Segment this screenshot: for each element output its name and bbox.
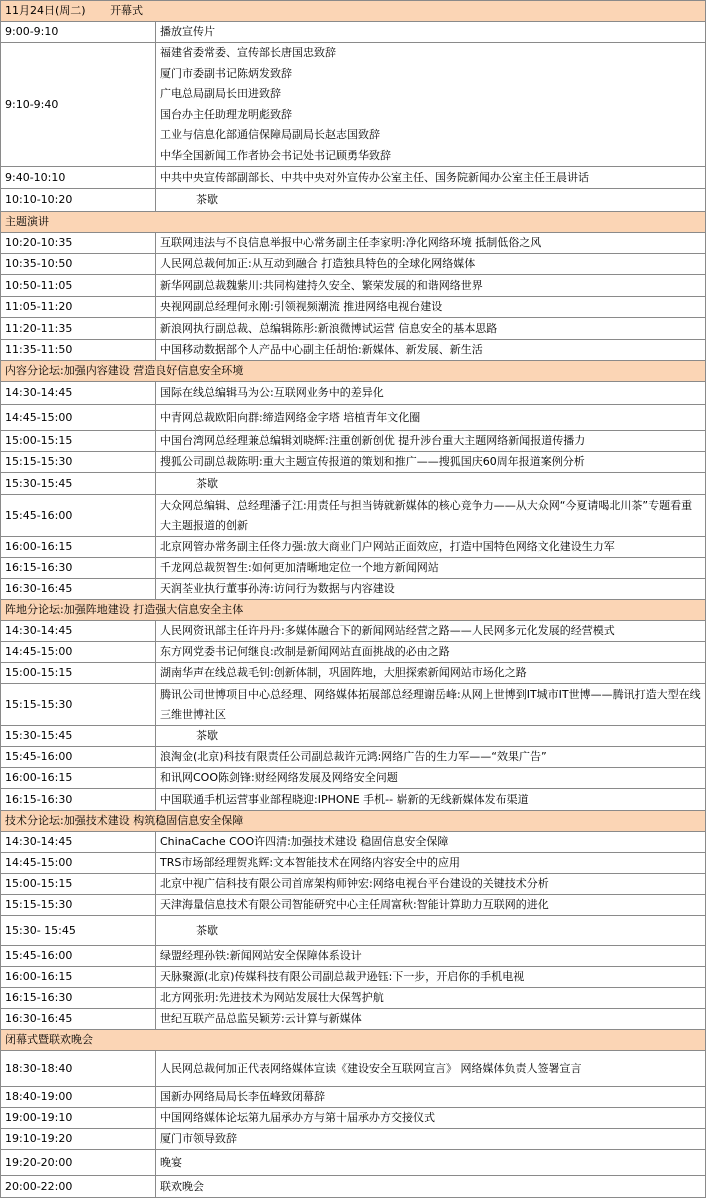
time-cell: 15:45-16:00	[1, 946, 156, 967]
item-cell: 搜狐公司副总裁陈明:重大主题宣传报道的策划和推广——搜狐国庆60周年报道案例分析	[156, 452, 706, 473]
time-cell: 11:35-11:50	[1, 340, 156, 361]
time-cell: 16:15-16:30	[1, 988, 156, 1009]
item-cell: 浪淘金(北京)科技有限责任公司副总裁许元鸿:网络广告的生力军——“效果广告”	[156, 747, 706, 768]
item-cell	[156, 43, 706, 167]
section-title: 开幕式	[110, 4, 144, 17]
table-row	[1, 747, 706, 768]
table-row	[1, 189, 706, 212]
time-cell: 15:45-16:00	[1, 495, 156, 537]
section-title: 内容分论坛:加强内容建设 营造良好信息安全环境	[1, 361, 706, 382]
time-cell: 16:15-16:30	[1, 558, 156, 579]
table-row	[1, 967, 706, 988]
table-row	[1, 988, 706, 1009]
table-row	[1, 558, 706, 579]
time-cell: 18:40-19:00	[1, 1087, 156, 1108]
item-cell: 天津海量信息技术有限公司智能研究中心主任周富秋:智能计算助力互联网的进化	[156, 895, 706, 916]
item-cell: 人民网总裁何加正:从互动到融合 打造独具特色的全球化网络媒体	[156, 254, 706, 275]
section-title: 阵地分论坛:加强阵地建设 打造强大信息安全主体	[1, 600, 706, 621]
item-cell: 世纪互联产品总监吴颖芳:云计算与新媒体	[156, 1009, 706, 1030]
item-cell: 绿盟经理孙铁:新闻网站安全保障体系设计	[156, 946, 706, 967]
section-title: 主题演讲	[1, 212, 706, 233]
break-cell: 茶歇	[156, 473, 706, 495]
item-cell: TRS市场部经理贺兆辉:文本智能技术在网络内容安全中的应用	[156, 853, 706, 874]
item-cell: 中国网络媒体论坛第九届承办方与第十届承办方交接仪式	[156, 1108, 706, 1129]
time-cell: 15:30- 15:45	[1, 916, 156, 946]
table-row	[1, 768, 706, 789]
table-row	[1, 43, 706, 167]
time-cell: 16:00-16:15	[1, 967, 156, 988]
time-cell: 19:00-19:10	[1, 1108, 156, 1129]
item-cell: 北京中视广信科技有限公司首席架构师钟宏:网络电视台平台建设的关键技术分析	[156, 874, 706, 895]
time-cell: 15:30-15:45	[1, 473, 156, 495]
time-cell: 19:20-20:00	[1, 1150, 156, 1176]
table-row	[1, 473, 706, 495]
table-row	[1, 1129, 706, 1150]
item-cell: 中青网总裁欧阳向群:缔造网络金字塔 培植青年文化圈	[156, 405, 706, 431]
time-cell: 10:10-10:20	[1, 189, 156, 212]
table-row	[1, 579, 706, 600]
time-cell: 10:35-10:50	[1, 254, 156, 275]
time-cell: 18:30-18:40	[1, 1051, 156, 1087]
time-cell: 20:00-22:00	[1, 1176, 156, 1198]
section-header-content-forum	[1, 361, 706, 382]
item-cell: 人民网总裁何加正代表网络媒体宣读《建设安全互联网宣言》 网络媒体负责人签署宣言	[156, 1051, 706, 1087]
section-title: 技术分论坛:加强技术建设 构筑稳固信息安全保障	[1, 811, 706, 832]
item-cell: 大众网总编辑、总经理潘子江:用责任与担当铸就新媒体的核心竞争力——从大众网“今夏请喝北川茶”专题看重大主题报道的创新	[156, 495, 706, 537]
break-cell: 茶歇	[156, 916, 706, 946]
table-row	[1, 318, 706, 340]
speech-line: 厦门市委副书记陈炳发致辞	[160, 66, 292, 80]
table-row	[1, 1009, 706, 1030]
table-row	[1, 452, 706, 473]
time-cell: 15:30-15:45	[1, 726, 156, 747]
time-cell: 15:00-15:15	[1, 431, 156, 452]
table-row	[1, 684, 706, 726]
time-cell: 9:40-10:10	[1, 167, 156, 189]
time-cell: 16:00-16:15	[1, 768, 156, 789]
table-row	[1, 382, 706, 405]
time-cell: 9:10-9:40	[1, 43, 156, 167]
time-cell: 10:50-11:05	[1, 275, 156, 297]
table-row	[1, 726, 706, 747]
table-row	[1, 22, 706, 43]
time-cell: 15:45-16:00	[1, 747, 156, 768]
time-cell: 19:10-19:20	[1, 1129, 156, 1150]
table-row	[1, 297, 706, 318]
table-row	[1, 1150, 706, 1176]
speech-line: 工业与信息化部通信保障局副局长赵志国致辞	[160, 128, 380, 141]
item-cell: 中共中央宣传部副部长、中共中央对外宣传办公室主任、国务院新闻办公室主任王晨讲话	[156, 167, 706, 189]
speech-line: 福建省委常委、宣传部长唐国忠致辞	[160, 46, 336, 59]
item-cell: 湖南华声在线总裁毛钊:创新体制，巩固阵地，大胆探索新闻网站市场化之路	[156, 663, 706, 684]
time-cell: 9:00-9:10	[1, 22, 156, 43]
section-header-position-forum	[1, 600, 706, 621]
table-row	[1, 916, 706, 946]
table-row	[1, 621, 706, 642]
item-cell: 中国移动数据部个人产品中心副主任胡怡:新媒体、新发展、新生活	[156, 340, 706, 361]
item-cell: 新华网副总裁魏紫川:共同构建持久安全、繁荣发展的和谐网络世界	[156, 275, 706, 297]
speech-line: 国台办主任助理龙明彪致辞	[160, 107, 292, 121]
section-header-keynote	[1, 212, 706, 233]
time-cell: 16:00-16:15	[1, 537, 156, 558]
item-cell: 互联网违法与不良信息举报中心常务副主任李家明:净化网络环境 抵制低俗之风	[156, 233, 706, 254]
table-row	[1, 1051, 706, 1087]
table-row	[1, 233, 706, 254]
item-cell: 晚宴	[156, 1150, 706, 1176]
table-row	[1, 874, 706, 895]
table-row	[1, 1108, 706, 1129]
table-row	[1, 431, 706, 452]
section-header-tech-forum	[1, 811, 706, 832]
time-cell: 15:15-15:30	[1, 684, 156, 726]
item-cell: ChinaCache COO许四清:加强技术建设 稳固信息安全保障	[156, 832, 706, 853]
break-cell: 茶歇	[156, 726, 706, 747]
time-cell: 14:45-15:00	[1, 853, 156, 874]
time-cell: 11:20-11:35	[1, 318, 156, 340]
item-cell: 腾讯公司世博项目中心总经理、网络媒体拓展部总经理谢岳峰:从网上世博到IT城市IT世博——腾讯打造大型在线三维世博社区	[156, 684, 706, 726]
time-cell: 14:45-15:00	[1, 405, 156, 431]
time-cell: 15:00-15:15	[1, 663, 156, 684]
table-row	[1, 642, 706, 663]
time-cell: 15:15-15:30	[1, 895, 156, 916]
time-cell: 16:15-16:30	[1, 789, 156, 811]
table-row	[1, 167, 706, 189]
time-cell: 10:20-10:35	[1, 233, 156, 254]
table-row	[1, 1176, 706, 1198]
table-row	[1, 275, 706, 297]
item-cell: 天润荃业执行董事孙涛:访问行为数据与内容建设	[156, 579, 706, 600]
time-cell: 14:45-15:00	[1, 642, 156, 663]
item-cell: 央视网副总经理何永刚:引领视频潮流 推进网络电视台建设	[156, 297, 706, 318]
item-cell: 新浪网执行副总裁、总编辑陈彤:新浪微博试运营 信息安全的基本思路	[156, 318, 706, 340]
speech-line: 广电总局副局长田进致辞	[160, 87, 281, 100]
table-row	[1, 853, 706, 874]
item-cell: 中国台湾网总经理兼总编辑刘晓辉:注重创新创优 提升涉台重大主题网络新闻报道传播力	[156, 431, 706, 452]
time-cell: 11:05-11:20	[1, 297, 156, 318]
time-cell: 15:00-15:15	[1, 874, 156, 895]
section-header-closing	[1, 1030, 706, 1051]
item-cell: 中国联通手机运营事业部程晓迎:IPHONE 手机-- 崭新的无线新媒体发布渠道	[156, 789, 706, 811]
item-cell: 人民网资讯部主任许丹丹:多媒体融合下的新闻网站经营之路——人民网多元化发展的经营模式	[156, 621, 706, 642]
time-cell: 16:30-16:45	[1, 1009, 156, 1030]
time-cell: 14:30-14:45	[1, 382, 156, 405]
time-cell: 16:30-16:45	[1, 579, 156, 600]
item-cell: 千龙网总裁贺智生:如何更加清晰地定位一个地方新闻网站	[156, 558, 706, 579]
table-row	[1, 495, 706, 537]
speech-line: 中华全国新闻工作者协会书记处书记顾勇华致辞	[160, 148, 391, 162]
item-cell: 北京网管办常务副主任佟力强:放大商业门户网站正面效应，打造中国特色网络文化建设生力军	[156, 537, 706, 558]
item-cell: 天脉聚源(北京)传媒科技有限公司副总裁尹逊钰:下一步，开启你的手机电视	[156, 967, 706, 988]
table-row	[1, 1087, 706, 1108]
item-cell: 联欢晚会	[156, 1176, 706, 1198]
item-cell: 国际在线总编辑马为公:互联网业务中的差异化	[156, 382, 706, 405]
table-row	[1, 832, 706, 853]
item-cell: 国新办网络局局长李伍峰致闭幕辞	[156, 1087, 706, 1108]
date-label: 11月24日(周二)	[5, 4, 86, 17]
table-row	[1, 789, 706, 811]
item-cell: 厦门市领导致辞	[156, 1129, 706, 1150]
item-cell: 和讯网COO陈剑锋:财经网络发展及网络安全问题	[156, 768, 706, 789]
section-header-opening	[1, 1, 706, 22]
time-cell: 14:30-14:45	[1, 832, 156, 853]
time-cell: 14:30-14:45	[1, 621, 156, 642]
item-cell: 播放宣传片	[156, 22, 706, 43]
table-row	[1, 340, 706, 361]
table-row	[1, 895, 706, 916]
item-cell: 北方网张玥:先进技术为网站发展壮大保驾护航	[156, 988, 706, 1009]
table-row	[1, 537, 706, 558]
item-cell: 东方网党委书记何继良:改制是新闻网站直面挑战的必由之路	[156, 642, 706, 663]
table-row	[1, 254, 706, 275]
table-row	[1, 663, 706, 684]
table-row	[1, 946, 706, 967]
break-cell: 茶歇	[156, 189, 706, 212]
table-row	[1, 405, 706, 431]
time-cell: 15:15-15:30	[1, 452, 156, 473]
section-title: 闭幕式暨联欢晚会	[1, 1030, 706, 1051]
